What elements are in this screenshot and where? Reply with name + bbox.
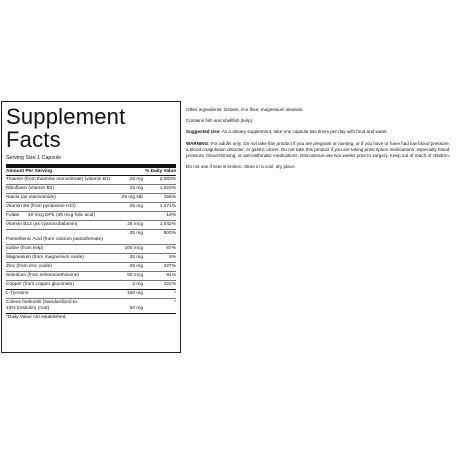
nutrient-row [6,263,176,272]
supplement-facts-title [6,105,176,151]
nutrient-amount: 25 mg [129,186,143,191]
warning-label: WARNING: [186,140,210,146]
table-header [6,168,176,176]
nutrient-dv: 91% [166,273,176,278]
nutrient-dv: 227% [163,264,176,269]
nutrient-row [6,245,176,254]
title-line-1: Supplement [6,104,126,129]
nutrient-name: Vitamin B12 (as cyanocobalamin) [6,222,78,227]
header-daily-value: % Daily Value [145,169,176,174]
other-ingredients: Other ingredients: Gelatin, rice flour, magnesium stearate. [186,107,304,112]
nutrient-amount: 150 mg [127,291,143,296]
nutrient-dv: 1,923% [159,186,176,191]
warning-text: For adults only. Do not take this product if you are pregnant or nursing, or if you have or have had low blood pressure, a blood coagulation disorder, or gastric ulcers. Do not take this product if you are taking prescription medications, especially blood pressure, blood-thinning, or anti-asthmatic medications. Discontinue use two weeks prior to surgery. Keep out of reach of children. [186,140,450,159]
nutrient-name: Thiamin (from thiamine mononitrate) (vitamin B1) [6,177,111,182]
nutrient-name: Niacin (as niacinamide) [6,195,56,200]
nutrient-row [6,290,176,299]
nutrient-dv: 222% [163,282,176,287]
nutrient-row [6,185,176,194]
nutrient-dv: 2,083% [159,177,176,182]
footnote: *Daily Value not established. [6,315,67,320]
suggested-use-text: As a dietary supplement, take one capsule two times per day with food and water. [220,129,388,135]
nutrient-name: Vitamin B6 (from pyridoxine HCl) [6,204,76,209]
nutrient-row [6,176,176,185]
nutrient-amount: 40 mcg DFE (25 mcg folic acid) [28,213,95,218]
warning [186,141,452,160]
nutrient-name: Copper (from copper gluconate) [6,282,74,287]
seal-storage: Do not use if seal is broken. Store in a cool, dry place. [186,164,296,170]
nutrient-dv: 1,042% [159,222,176,227]
nutrient-name: Iodine (from kelp) [6,246,44,251]
serving-size: Serving Size 1 Capsule [6,155,176,168]
nutrient-row [6,272,176,281]
nutrient-amount: 25 mg NE [121,195,143,200]
label-text-block [186,107,452,175]
nutrient-row [6,299,176,314]
nutrient-dv: 10% [166,213,176,218]
nutrient-name: L-Tyrosine [6,291,29,296]
nutrient-name: Zinc (from zinc oxide) [6,264,52,269]
nutrient-row [6,254,176,263]
nutrient-row [6,203,176,212]
nutrient-dv: 6% [169,255,176,260]
nutrient-amount: 25 mg [129,177,143,182]
nutrient-name: Coleus forskohlii (standardized to 10% forskolin) (root) [6,300,77,311]
allergen-statement: Contains fish and shellfish (kelp). [186,118,254,124]
nutrient-amount: 25 mg [129,231,143,236]
nutrient-row [6,212,176,221]
nutrient-amount: 50 mg [129,306,143,311]
nutrient-dv: 500% [163,231,176,236]
nutrient-name: Folate [6,213,20,218]
suggested-use [186,129,452,135]
nutrient-amount: 2 mg [132,282,143,287]
header-amount: Amount Per Serving [6,169,53,174]
nutrient-dv: * [174,300,176,305]
nutrient-name: Magnesium (from magnesium oxide) [6,255,84,260]
nutrient-dv: 1,471% [159,204,176,209]
nutrient-amount: 50 mcg [127,273,143,278]
suggested-use-label: Suggested Use: [186,129,221,135]
nutrient-row [6,230,176,245]
nutrient-amount: 25 mg [129,264,143,269]
nutrient-amount: 25 mg [129,255,143,260]
title-line-2: Facts [6,127,61,152]
nutrient-amount: 100 mcg [124,246,143,251]
nutrient-amount: 25 mcg [127,222,143,227]
nutrient-dv: 67% [166,246,176,251]
nutrient-dv: 156% [163,195,176,200]
nutrient-row [6,281,176,290]
nutrient-dv: * [174,291,176,296]
nutrient-row [6,221,176,230]
nutrient-name: Selenium (from selenomethionine) [6,273,80,278]
nutrient-row [6,194,176,203]
supplement-facts-panel [1,101,181,353]
nutrient-name: Pantothenic Acid (from calcium pantothenate) [6,237,103,242]
nutrient-amount: 25 mg [129,204,143,209]
nutrient-name: Riboflavin (vitamin B2) [6,186,54,191]
